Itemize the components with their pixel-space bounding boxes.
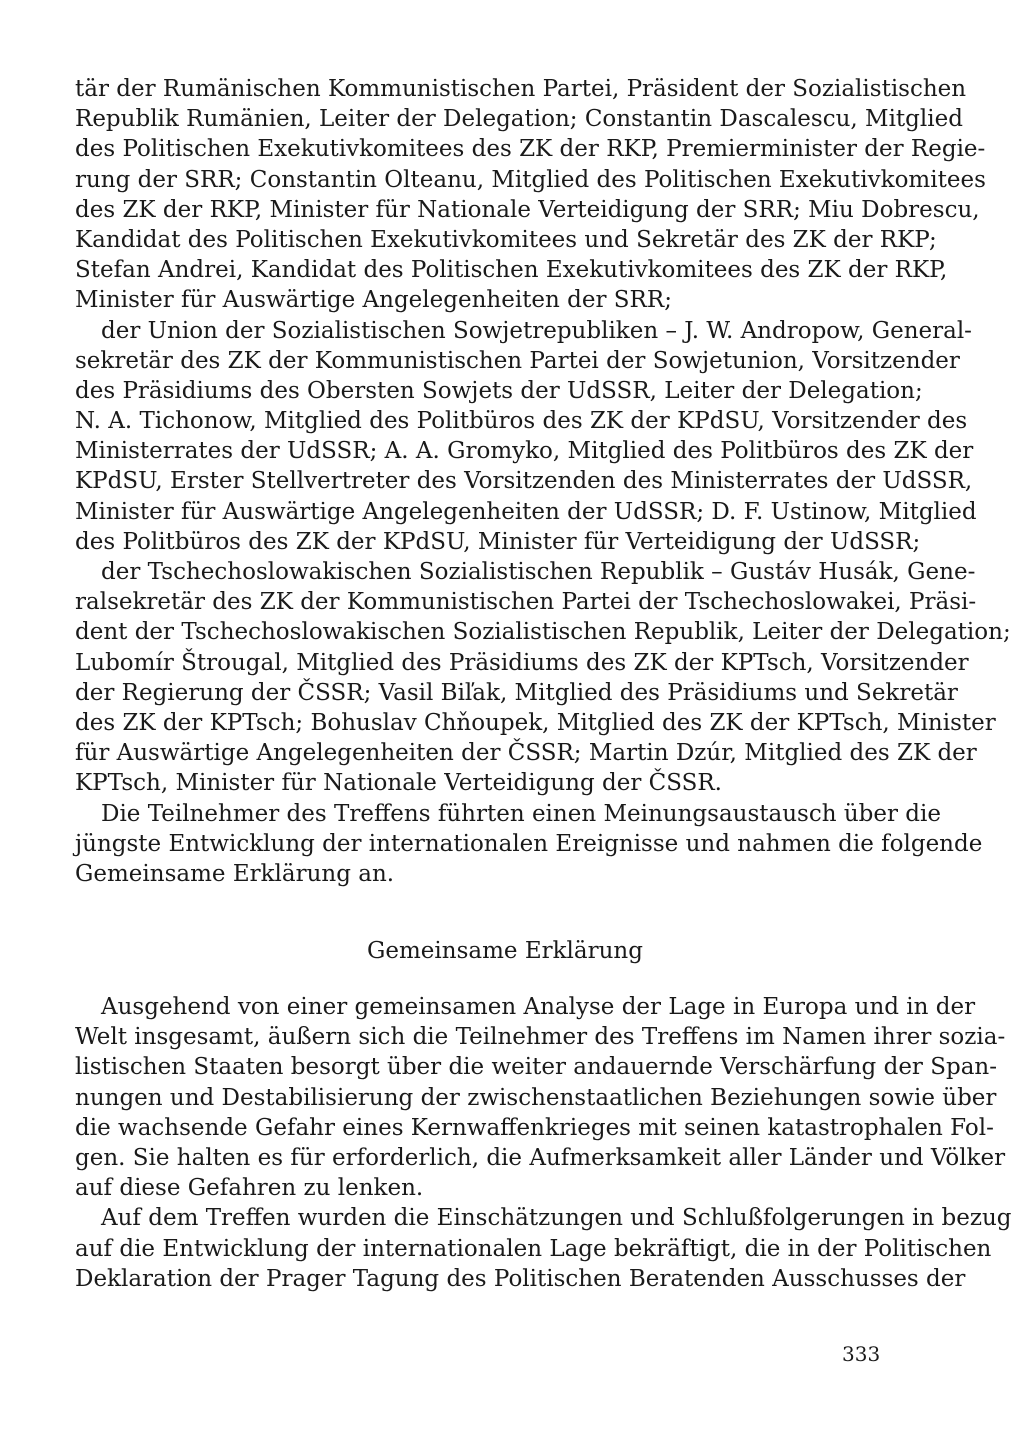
text-line: für Auswärtige Angelegenheiten der ČSSR; Martin Dzúr, Mitglied des ZK der [75, 740, 977, 767]
text-line: KPTsch, Minister für Nationale Verteidigung der ČSSR. [75, 770, 722, 797]
text-line: Stefan Andrei, Kandidat des Politischen Exekutivkomitees des ZK der RKP, [75, 257, 948, 284]
text-line: Minister für Auswärtige Angelegenheiten der SRR; [75, 287, 672, 314]
text-line: des ZK der KPTsch; Bohuslav Chňoupek, Mitglied des ZK der KPTsch, Minister [75, 709, 996, 736]
text-line: des Präsidiums des Obersten Sowjets der UdSSR, Leiter der Delegation; [75, 377, 923, 404]
text-line: ralsekretär des ZK der Kommunistischen Partei der Tschechoslowakei, Präsi- [75, 589, 977, 616]
paragraph-exchange-of-views [75, 799, 983, 890]
paragraph-ussr-delegation [75, 316, 977, 558]
text-line: die wachsende Gefahr eines Kernwaffenkrieges mit seinen katastrophalen Fol- [75, 1114, 994, 1141]
text-line: dent der Tschechoslowakischen Sozialistischen Republik, Leiter der Delegation; [75, 619, 1011, 646]
text-line: Welt insgesamt, äußern sich die Teilnehmer des Treffens im Namen ihrer sozia- [75, 1024, 1006, 1051]
text-line: jüngste Entwicklung der internationalen Ereignisse und nahmen die folgende [75, 830, 983, 857]
text-line: gen. Sie halten es für erforderlich, die Aufmerksamkeit aller Länder und Völker [75, 1145, 1006, 1171]
text-line: Ausgehend von einer gemeinsamen Analyse der Lage in Europa und in der [101, 994, 976, 1021]
text-line: Deklaration der Prager Tagung des Politischen Beratenden Ausschusses der [75, 1265, 966, 1292]
text-line: Minister für Auswärtige Angelegenheiten der UdSSR; D. F. Ustinow, Mitglied [75, 498, 977, 525]
paragraph-cssr-delegation [75, 557, 1011, 799]
paragraph-assessments [75, 1203, 1012, 1294]
page-number: 333 [842, 1342, 881, 1366]
text-line: der Tschechoslowakischen Sozialistischen Republik – Gustáv Husák, Gene- [101, 559, 976, 585]
text-line: tär der Rumänischen Kommunistischen Partei, Präsident der Sozialistischen [75, 76, 967, 102]
text-line: nungen und Destabilisierung der zwischenstaatlichen Beziehungen sowie über [75, 1084, 997, 1111]
text-line: sekretär des ZK der Kommunistischen Partei der Sowjetunion, Vorsitzender [75, 347, 960, 374]
spacer [75, 889, 911, 936]
section-heading: Gemeinsame Erklärung [367, 938, 643, 965]
document-page [75, 74, 1012, 1294]
text-line: KPdSU, Erster Stellvertreter des Vorsitzenden des Ministerrates der UdSSR, [75, 468, 973, 495]
paragraph-romania-delegation [75, 74, 986, 316]
text-line: des Politbüros des ZK der KPdSU, Minister für Verteidigung der UdSSR; [75, 528, 921, 555]
text-line: rung der SRR; Constantin Olteanu, Mitglied des Politischen Exekutivkomitees [75, 166, 986, 193]
text-line: des Politischen Exekutivkomitees des ZK der RKP, Premierminister der Regie- [75, 136, 986, 163]
text-line: Kandidat des Politischen Exekutivkomitees und Sekretär des ZK der RKP; [75, 226, 937, 253]
text-line: Die Teilnehmer des Treffens führten einen Meinungsaustausch über die [101, 800, 941, 827]
text-line: N. A. Tichonow, Mitglied des Politbüros des ZK der KPdSU, Vorsitzender des [75, 408, 968, 435]
text-line: listischen Staaten besorgt über die weiter andauernde Verschärfung der Span- [75, 1054, 998, 1081]
text-line: auf diese Gefahren zu lenken. [75, 1175, 424, 1202]
text-line: des ZK der RKP, Minister für Nationale Verteidigung der SRR; Miu Dobrescu, [75, 196, 980, 223]
text-line: der Union der Sozialistischen Sowjetrepubliken – J. W. Andropow, General- [101, 317, 972, 344]
text-line: der Regierung der ČSSR; Vasil Biľak, Mitglied des Präsidiums und Sekretär [75, 679, 958, 706]
text-line: auf die Entwicklung der internationalen Lage bekräftigt, die in der Politischen [75, 1235, 992, 1262]
text-line: Lubomír Štrougal, Mitglied des Präsidiums des ZK der KPTsch, Vorsitzender [75, 649, 969, 676]
text-line: Republik Rumänien, Leiter der Delegation; Constantin Dascalescu, Mitglied [75, 106, 963, 133]
spacer [75, 966, 911, 992]
paragraph-analysis [75, 992, 1006, 1203]
text-line: Ministerrates der UdSSR; A. A. Gromyko, Mitglied des Politbüros des ZK der [75, 438, 974, 465]
text-line: Gemeinsame Erklärung an. [75, 860, 395, 887]
text-line: Auf dem Treffen wurden die Einschätzungen und Schlußfolgerungen in bezug [101, 1205, 1012, 1232]
